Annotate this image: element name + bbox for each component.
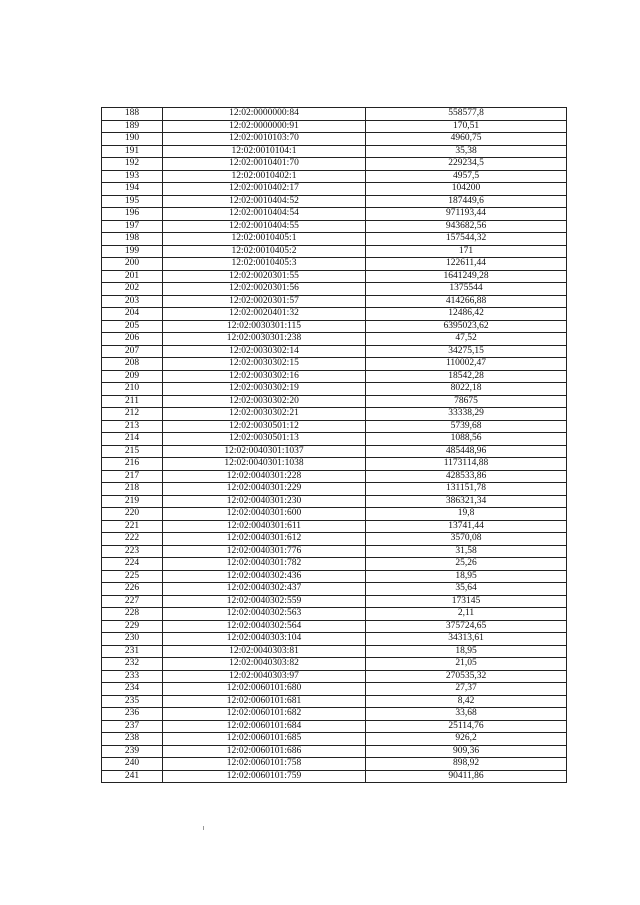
- value-cell: 33,68: [366, 708, 567, 721]
- table-row: [102, 170, 567, 183]
- table-row: [102, 345, 567, 358]
- row-number-cell: 237: [102, 720, 163, 733]
- row-number-cell: 235: [102, 695, 163, 708]
- row-number-cell: 218: [102, 483, 163, 496]
- value-cell: 18542,28: [366, 370, 567, 383]
- row-number-cell: 238: [102, 733, 163, 746]
- table-row: [102, 308, 567, 321]
- table-row: [102, 420, 567, 433]
- table-row: [102, 770, 567, 783]
- cadastral-number-cell: 12:02:0030301:238: [163, 333, 366, 346]
- row-number-cell: 201: [102, 270, 163, 283]
- table-row: [102, 520, 567, 533]
- value-cell: 1173114,88: [366, 458, 567, 471]
- value-cell: 131151,78: [366, 483, 567, 496]
- row-number-cell: 222: [102, 533, 163, 546]
- cadastral-number-cell: 12:02:0060101:684: [163, 720, 366, 733]
- value-cell: 25114,76: [366, 720, 567, 733]
- cadastral-number-cell: 12:02:0030302:21: [163, 408, 366, 421]
- value-cell: 1641249,28: [366, 270, 567, 283]
- table-row: [102, 233, 567, 246]
- table-row: [102, 208, 567, 221]
- value-cell: 170,51: [366, 120, 567, 133]
- table-row: [102, 583, 567, 596]
- table-row: [102, 733, 567, 746]
- value-cell: 6395023,62: [366, 320, 567, 333]
- row-number-cell: 215: [102, 445, 163, 458]
- cadastral-number-cell: 12:02:0040301:776: [163, 545, 366, 558]
- table-row: [102, 720, 567, 733]
- value-cell: 122611,44: [366, 258, 567, 271]
- table-row: [102, 283, 567, 296]
- cadastral-number-cell: 12:02:0040301:782: [163, 558, 366, 571]
- value-cell: 187449,6: [366, 195, 567, 208]
- row-number-cell: 205: [102, 320, 163, 333]
- table-row: [102, 195, 567, 208]
- row-number-cell: 229: [102, 620, 163, 633]
- value-cell: 12486,42: [366, 308, 567, 321]
- value-cell: 1088,56: [366, 433, 567, 446]
- table-row: [102, 483, 567, 496]
- table-row: [102, 270, 567, 283]
- value-cell: 110002,47: [366, 358, 567, 371]
- row-number-cell: 197: [102, 220, 163, 233]
- table-row: [102, 183, 567, 196]
- cadastral-number-cell: 12:02:0010405:1: [163, 233, 366, 246]
- value-cell: 18,95: [366, 570, 567, 583]
- table-row: [102, 445, 567, 458]
- value-cell: 943682,56: [366, 220, 567, 233]
- cadastral-number-cell: 12:02:0040301:228: [163, 470, 366, 483]
- row-number-cell: 193: [102, 170, 163, 183]
- cadastral-number-cell: 12:02:0010402:17: [163, 183, 366, 196]
- value-cell: 428533,86: [366, 470, 567, 483]
- cadastral-number-cell: 12:02:0040303:104: [163, 633, 366, 646]
- cadastral-number-cell: 12:02:0030301:115: [163, 320, 366, 333]
- table-row: [102, 258, 567, 271]
- row-number-cell: 233: [102, 670, 163, 683]
- cadastral-number-cell: 12:02:0010404:55: [163, 220, 366, 233]
- table-row: [102, 758, 567, 771]
- value-cell: 27,37: [366, 683, 567, 696]
- value-cell: 485448,96: [366, 445, 567, 458]
- row-number-cell: 214: [102, 433, 163, 446]
- table-row: [102, 370, 567, 383]
- row-number-cell: 190: [102, 133, 163, 146]
- cadastral-number-cell: 12:02:0010405:3: [163, 258, 366, 271]
- value-cell: 5739,68: [366, 420, 567, 433]
- table-row: [102, 608, 567, 621]
- row-number-cell: 219: [102, 495, 163, 508]
- cadastral-number-cell: 12:02:0040301:230: [163, 495, 366, 508]
- value-cell: 157544,32: [366, 233, 567, 246]
- value-cell: 35,64: [366, 583, 567, 596]
- row-number-cell: 200: [102, 258, 163, 271]
- row-number-cell: 227: [102, 595, 163, 608]
- row-number-cell: 230: [102, 633, 163, 646]
- table-row: [102, 745, 567, 758]
- cadastral-number-cell: 12:02:0010103:70: [163, 133, 366, 146]
- cadastral-number-cell: 12:02:0010404:54: [163, 208, 366, 221]
- row-number-cell: 206: [102, 333, 163, 346]
- row-number-cell: 240: [102, 758, 163, 771]
- cadastral-number-cell: 12:02:0010104:1: [163, 145, 366, 158]
- table-row: [102, 245, 567, 258]
- table-row: [102, 433, 567, 446]
- row-number-cell: 234: [102, 683, 163, 696]
- value-cell: 25,26: [366, 558, 567, 571]
- table-row: [102, 458, 567, 471]
- cadastral-number-cell: 12:02:0060101:686: [163, 745, 366, 758]
- cadastral-number-cell: 12:02:0040302:437: [163, 583, 366, 596]
- cadastral-number-cell: 12:02:0010402:1: [163, 170, 366, 183]
- table-row: [102, 470, 567, 483]
- cadastral-number-cell: 12:02:0030501:13: [163, 433, 366, 446]
- row-number-cell: 217: [102, 470, 163, 483]
- value-cell: 34275,15: [366, 345, 567, 358]
- cadastral-number-cell: 12:02:0020401:32: [163, 308, 366, 321]
- row-number-cell: 191: [102, 145, 163, 158]
- cadastral-number-cell: 12:02:0000000:84: [163, 108, 366, 121]
- row-number-cell: 241: [102, 770, 163, 783]
- table-row: [102, 558, 567, 571]
- page-mark: [203, 826, 204, 830]
- cadastral-number-cell: 12:02:0030501:12: [163, 420, 366, 433]
- cadastral-number-cell: 12:02:0040301:1037: [163, 445, 366, 458]
- row-number-cell: 192: [102, 158, 163, 171]
- row-number-cell: 216: [102, 458, 163, 471]
- table-row: [102, 320, 567, 333]
- row-number-cell: 232: [102, 658, 163, 671]
- table-row: [102, 495, 567, 508]
- cadastral-number-cell: 12:02:0040303:82: [163, 658, 366, 671]
- row-number-cell: 189: [102, 120, 163, 133]
- cadastral-number-cell: 12:02:0010405:2: [163, 245, 366, 258]
- value-cell: 386321,34: [366, 495, 567, 508]
- table-row: [102, 358, 567, 371]
- cadastral-number-cell: 12:02:0010401:70: [163, 158, 366, 171]
- cadastral-number-cell: 12:02:0020301:56: [163, 283, 366, 296]
- row-number-cell: 211: [102, 395, 163, 408]
- cadastral-number-cell: 12:02:0020301:57: [163, 295, 366, 308]
- value-cell: 90411,86: [366, 770, 567, 783]
- row-number-cell: 225: [102, 570, 163, 583]
- table-row: [102, 220, 567, 233]
- table-row: [102, 620, 567, 633]
- cadastral-number-cell: 12:02:0010404:52: [163, 195, 366, 208]
- table-row: [102, 295, 567, 308]
- row-number-cell: 213: [102, 420, 163, 433]
- document-table: [101, 107, 567, 783]
- cadastral-number-cell: 12:02:0030302:14: [163, 345, 366, 358]
- value-cell: 898,92: [366, 758, 567, 771]
- cadastral-number-cell: 12:02:0040302:559: [163, 595, 366, 608]
- table-row: [102, 408, 567, 421]
- value-cell: 13741,44: [366, 520, 567, 533]
- cadastral-number-cell: 12:02:0040301:600: [163, 508, 366, 521]
- value-cell: 2,11: [366, 608, 567, 621]
- table-row: [102, 133, 567, 146]
- cadastral-number-cell: 12:02:0030302:20: [163, 395, 366, 408]
- row-number-cell: 220: [102, 508, 163, 521]
- value-cell: 173145: [366, 595, 567, 608]
- table-row: [102, 333, 567, 346]
- table-row: [102, 533, 567, 546]
- cadastral-number-cell: 12:02:0060101:758: [163, 758, 366, 771]
- row-number-cell: 194: [102, 183, 163, 196]
- value-cell: 18,95: [366, 645, 567, 658]
- table-row: [102, 695, 567, 708]
- row-number-cell: 207: [102, 345, 163, 358]
- table-row: [102, 658, 567, 671]
- table-row: [102, 633, 567, 646]
- value-cell: 926,2: [366, 733, 567, 746]
- cadastral-number-cell: 12:02:0040303:81: [163, 645, 366, 658]
- value-cell: 229234,5: [366, 158, 567, 171]
- cadastral-number-cell: 12:02:0030302:15: [163, 358, 366, 371]
- value-cell: 19,8: [366, 508, 567, 521]
- cadastral-number-cell: 12:02:0040302:436: [163, 570, 366, 583]
- value-cell: 270535,32: [366, 670, 567, 683]
- value-cell: 171: [366, 245, 567, 258]
- value-cell: 34313,61: [366, 633, 567, 646]
- value-cell: 35,38: [366, 145, 567, 158]
- table-row: [102, 120, 567, 133]
- table-row: [102, 645, 567, 658]
- table-row: [102, 395, 567, 408]
- cadastral-number-cell: 12:02:0040301:229: [163, 483, 366, 496]
- cadastral-number-cell: 12:02:0040302:564: [163, 620, 366, 633]
- table-row: [102, 545, 567, 558]
- value-cell: 31,58: [366, 545, 567, 558]
- row-number-cell: 188: [102, 108, 163, 121]
- value-cell: 33338,29: [366, 408, 567, 421]
- cadastral-number-cell: 12:02:0030302:19: [163, 383, 366, 396]
- row-number-cell: 208: [102, 358, 163, 371]
- value-cell: 104200: [366, 183, 567, 196]
- cadastral-number-cell: 12:02:0030302:16: [163, 370, 366, 383]
- cadastral-number-cell: 12:02:0060101:680: [163, 683, 366, 696]
- value-cell: 8022,18: [366, 383, 567, 396]
- table-row: [102, 683, 567, 696]
- cadastral-number-cell: 12:02:0040302:563: [163, 608, 366, 621]
- value-cell: 558577,8: [366, 108, 567, 121]
- cadastral-number-cell: 12:02:0000000:91: [163, 120, 366, 133]
- table-body: [102, 108, 567, 783]
- value-cell: 4957,5: [366, 170, 567, 183]
- table-row: [102, 595, 567, 608]
- cadastral-number-cell: 12:02:0040301:612: [163, 533, 366, 546]
- row-number-cell: 202: [102, 283, 163, 296]
- table-row: [102, 383, 567, 396]
- row-number-cell: 236: [102, 708, 163, 721]
- value-cell: 1375544: [366, 283, 567, 296]
- row-number-cell: 204: [102, 308, 163, 321]
- row-number-cell: 228: [102, 608, 163, 621]
- cadastral-number-cell: 12:02:0040301:611: [163, 520, 366, 533]
- value-cell: 21,05: [366, 658, 567, 671]
- row-number-cell: 210: [102, 383, 163, 396]
- cadastral-number-cell: 12:02:0020301:55: [163, 270, 366, 283]
- value-cell: 375724,65: [366, 620, 567, 633]
- table-row: [102, 670, 567, 683]
- value-cell: 3570,08: [366, 533, 567, 546]
- row-number-cell: 198: [102, 233, 163, 246]
- row-number-cell: 196: [102, 208, 163, 221]
- value-cell: 78675: [366, 395, 567, 408]
- row-number-cell: 209: [102, 370, 163, 383]
- value-cell: 414266,88: [366, 295, 567, 308]
- cadastral-number-cell: 12:02:0060101:681: [163, 695, 366, 708]
- value-cell: 971193,44: [366, 208, 567, 221]
- row-number-cell: 231: [102, 645, 163, 658]
- row-number-cell: 239: [102, 745, 163, 758]
- cadastral-number-cell: 12:02:0040303:97: [163, 670, 366, 683]
- value-cell: 4960,75: [366, 133, 567, 146]
- table-row: [102, 108, 567, 121]
- value-cell: 47,52: [366, 333, 567, 346]
- row-number-cell: 199: [102, 245, 163, 258]
- row-number-cell: 195: [102, 195, 163, 208]
- table-row: [102, 158, 567, 171]
- table-row: [102, 508, 567, 521]
- table-row: [102, 145, 567, 158]
- value-cell: 909,36: [366, 745, 567, 758]
- row-number-cell: 224: [102, 558, 163, 571]
- cadastral-number-cell: 12:02:0060101:759: [163, 770, 366, 783]
- row-number-cell: 212: [102, 408, 163, 421]
- table-row: [102, 708, 567, 721]
- cadastral-number-cell: 12:02:0060101:682: [163, 708, 366, 721]
- value-cell: 8,42: [366, 695, 567, 708]
- cadastral-number-cell: 12:02:0040301:1038: [163, 458, 366, 471]
- row-number-cell: 226: [102, 583, 163, 596]
- row-number-cell: 223: [102, 545, 163, 558]
- row-number-cell: 203: [102, 295, 163, 308]
- table-row: [102, 570, 567, 583]
- cadastral-number-cell: 12:02:0060101:685: [163, 733, 366, 746]
- row-number-cell: 221: [102, 520, 163, 533]
